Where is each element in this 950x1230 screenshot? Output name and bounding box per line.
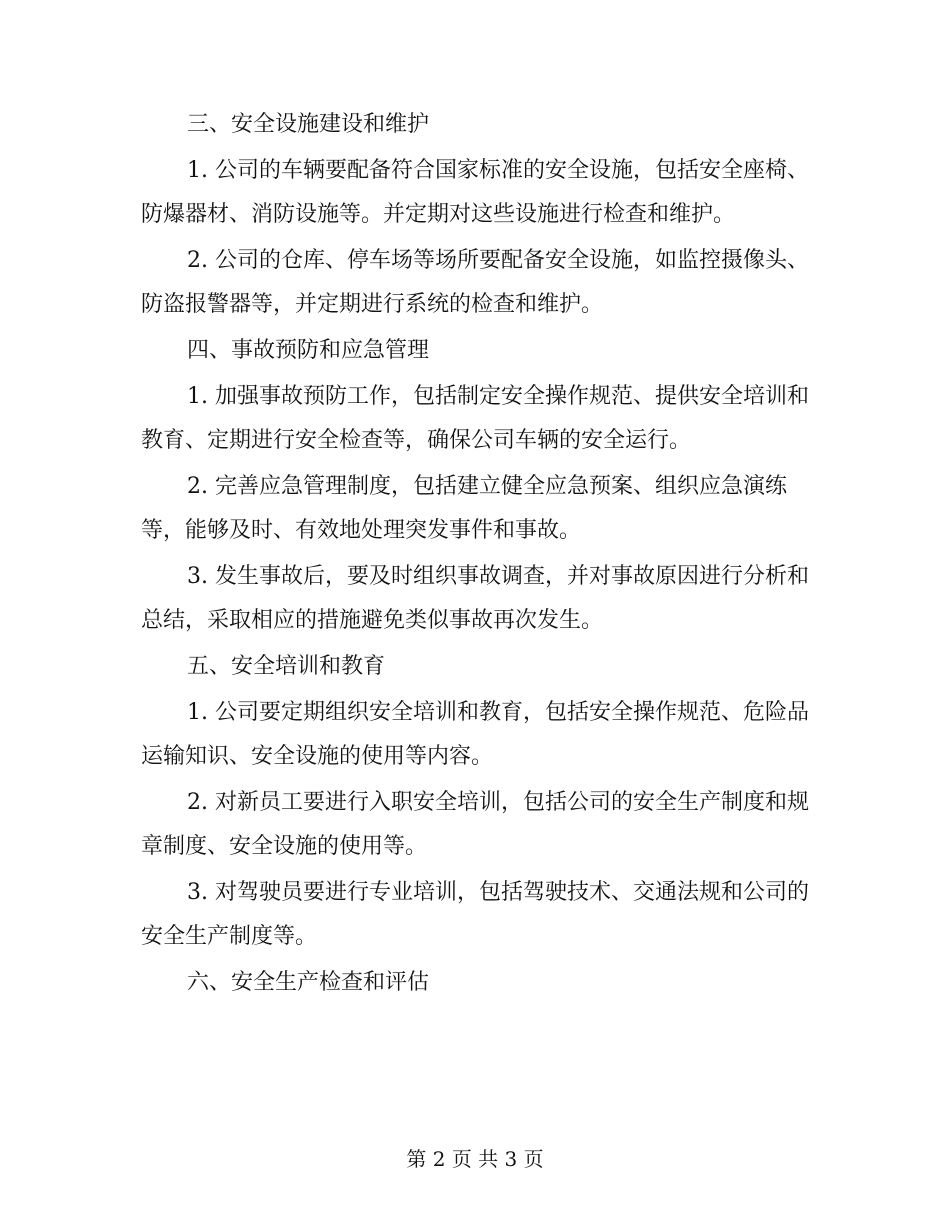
section-heading: 四、事故预防和应急管理	[187, 338, 430, 363]
paragraph: 3. 发生事故后，要及时组织事故调查，并对事故原因进行分析和总结，采取相应的措施避免类似事故再次发生。	[141, 564, 809, 633]
paragraph: 2. 对新员工要进行入职安全培训，包括公司的安全生产制度和规章制度、安全设施的使用等。	[141, 790, 809, 859]
section-heading: 六、安全生产检查和评估	[187, 970, 430, 995]
paragraph: 1. 加强事故预防工作，包括制定安全操作规范、提供安全培训和教育、定期进行安全检查等，确保公司车辆的安全运行。	[141, 384, 809, 453]
paragraph: 2. 完善应急管理制度，包括建立健全应急预案、组织应急演练等，能够及时、有效地处理突发事件和事故。	[141, 474, 787, 543]
paragraph: 3. 对驾驶员要进行专业培训，包括驾驶技术、交通法规和公司的安全生产制度等。	[141, 880, 809, 949]
page-footer: 第 2 页 共 3 页	[406, 1147, 544, 1171]
section-heading: 五、安全培训和教育	[187, 654, 386, 679]
paragraph: 1. 公司的车辆要配备符合国家标准的安全设施，包括安全座椅、防爆器材、消防设施等。并定期对这些设施进行检查和维护。	[141, 158, 809, 227]
paragraph: 2. 公司的仓库、停车场等场所要配备安全设施，如监控摄像头、防盗报警器等，并定期进行系统的检查和维护。	[141, 248, 809, 317]
document-body	[141, 103, 809, 1005]
section-heading: 三、安全设施建设和维护	[187, 112, 430, 137]
paragraph: 1. 公司要定期组织安全培训和教育，包括安全操作规范、危险品运输知识、安全设施的使用等内容。	[141, 700, 809, 769]
